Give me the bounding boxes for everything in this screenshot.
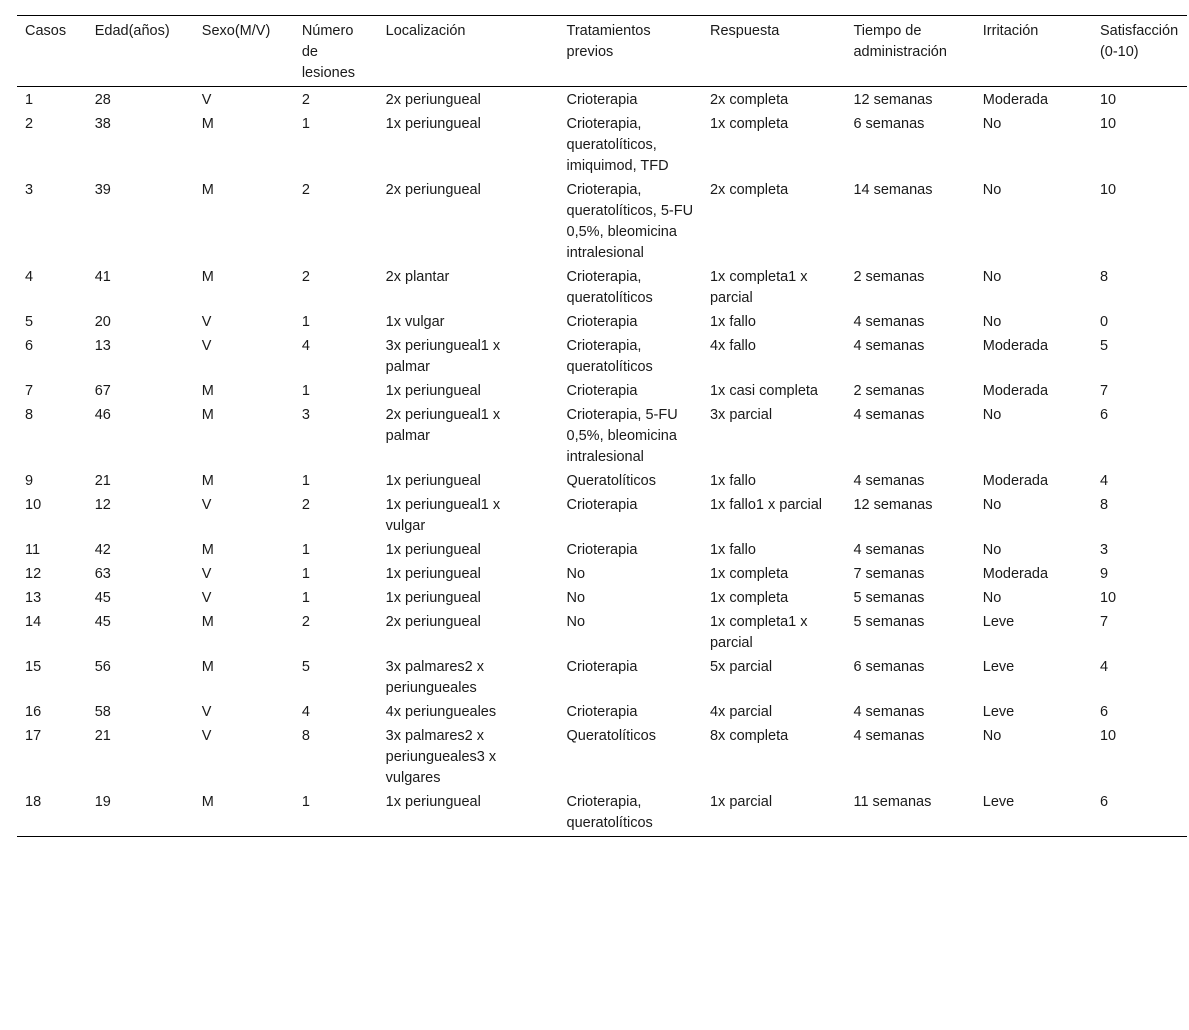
cell-numero-lesiones: 1 xyxy=(301,383,310,399)
cell-sexo: V xyxy=(201,314,212,330)
cell-sexo: M xyxy=(201,407,214,423)
cell-numero-lesiones: 1 xyxy=(301,473,310,489)
results-table xyxy=(17,15,1187,837)
cell-tratamientos-previos: No xyxy=(566,614,586,630)
cell-respuesta: 4x parcial xyxy=(709,704,773,720)
cell-sexo: M xyxy=(201,116,214,132)
table-row xyxy=(17,404,1187,470)
cell-respuesta: 4x fallo xyxy=(709,338,756,354)
cell-numero-lesiones: 2 xyxy=(301,269,310,285)
cell-casos: 14 xyxy=(25,614,42,630)
cell-edad: 12 xyxy=(94,497,111,513)
cell-tiempo-administracion: 4 semanas xyxy=(853,704,925,720)
cell-satisfaccion: 4 xyxy=(1099,659,1109,675)
cell-localizacion: 1x periungueal xyxy=(385,794,481,810)
cell-satisfaccion: 8 xyxy=(1099,497,1109,513)
table-row xyxy=(17,656,1187,701)
cell-tiempo-administracion: 2 semanas xyxy=(853,383,925,399)
table-body xyxy=(17,87,1187,837)
cell-respuesta: 1x fallo xyxy=(709,542,756,558)
cell-tratamientos-previos: Crioterapia xyxy=(566,314,638,330)
cell-irritacion: Leve xyxy=(982,704,1015,720)
cell-sexo: M xyxy=(201,659,214,675)
cell-tiempo-administracion: 5 semanas xyxy=(853,590,925,606)
cell-localizacion: 4x periungueales xyxy=(385,704,497,720)
cell-sexo: M xyxy=(201,542,214,558)
cell-respuesta: 1x completa xyxy=(709,116,789,132)
cell-casos: 4 xyxy=(25,269,34,285)
header-row xyxy=(17,16,1187,87)
table-row xyxy=(17,701,1187,725)
cell-sexo: M xyxy=(201,383,214,399)
cell-localizacion: 1x vulgar xyxy=(385,314,445,330)
cell-casos: 17 xyxy=(25,728,42,744)
cell-edad: 21 xyxy=(94,728,111,744)
cell-tratamientos-previos: Crioterapia xyxy=(566,92,638,108)
cell-localizacion: 2x periungueal1 x palmar xyxy=(385,407,501,444)
table-row xyxy=(17,539,1187,563)
header-tratamientos-previos: Tratamientos previos xyxy=(566,23,651,60)
cell-numero-lesiones: 3 xyxy=(301,407,310,423)
cell-respuesta: 1x completa xyxy=(709,566,789,582)
cell-irritacion: Moderada xyxy=(982,338,1049,354)
cell-numero-lesiones: 1 xyxy=(301,566,310,582)
cell-numero-lesiones: 5 xyxy=(301,659,310,675)
cell-tiempo-administracion: 4 semanas xyxy=(853,473,925,489)
cell-respuesta: 1x completa xyxy=(709,590,789,606)
cell-tiempo-administracion: 4 semanas xyxy=(853,314,925,330)
cell-tratamientos-previos: No xyxy=(566,590,586,606)
cell-tiempo-administracion: 5 semanas xyxy=(853,614,925,630)
cell-tratamientos-previos: No xyxy=(566,566,586,582)
cell-edad: 56 xyxy=(94,659,111,675)
cell-respuesta: 1x casi completa xyxy=(709,383,818,399)
cell-localizacion: 2x periungueal xyxy=(385,614,481,630)
cell-casos: 2 xyxy=(25,116,34,132)
cell-localizacion: 1x periungueal xyxy=(385,383,481,399)
cell-localizacion: 3x periungueal1 x palmar xyxy=(385,338,501,375)
table-row xyxy=(17,725,1187,791)
cell-satisfaccion: 8 xyxy=(1099,269,1109,285)
cell-localizacion: 2x periungueal xyxy=(385,182,481,198)
cell-casos: 18 xyxy=(25,794,42,810)
cell-tratamientos-previos: Crioterapia xyxy=(566,383,638,399)
cell-respuesta: 2x completa xyxy=(709,182,789,198)
cell-numero-lesiones: 1 xyxy=(301,314,310,330)
cell-respuesta: 8x completa xyxy=(709,728,789,744)
cell-sexo: V xyxy=(201,704,212,720)
cell-localizacion: 1x periungueal xyxy=(385,473,481,489)
cell-sexo: M xyxy=(201,614,214,630)
cell-numero-lesiones: 2 xyxy=(301,614,310,630)
cell-localizacion: 1x periungueal1 x vulgar xyxy=(385,497,501,534)
cell-numero-lesiones: 1 xyxy=(301,542,310,558)
cell-satisfaccion: 9 xyxy=(1099,566,1109,582)
cell-satisfaccion: 10 xyxy=(1099,728,1117,744)
cell-casos: 9 xyxy=(25,473,34,489)
cell-tratamientos-previos: Crioterapia xyxy=(566,542,638,558)
cell-respuesta: 1x fallo xyxy=(709,314,756,330)
cell-edad: 13 xyxy=(94,338,111,354)
cell-irritacion: Leve xyxy=(982,659,1015,675)
cell-tiempo-administracion: 12 semanas xyxy=(853,92,933,108)
cell-edad: 19 xyxy=(94,794,111,810)
cell-irritacion: No xyxy=(982,542,1002,558)
cell-localizacion: 2x plantar xyxy=(385,269,450,285)
cell-numero-lesiones: 2 xyxy=(301,497,310,513)
header-edad: Edad(años) xyxy=(94,23,170,39)
cell-edad: 46 xyxy=(94,407,111,423)
header-respuesta: Respuesta xyxy=(709,23,780,39)
cell-sexo: M xyxy=(201,269,214,285)
cell-tratamientos-previos: Crioterapia xyxy=(566,497,638,513)
cell-satisfaccion: 3 xyxy=(1099,542,1109,558)
cell-tratamientos-previos: Crioterapia xyxy=(566,704,638,720)
header-localizacion: Localización xyxy=(385,23,466,39)
cell-casos: 7 xyxy=(25,383,34,399)
cell-tiempo-administracion: 2 semanas xyxy=(853,269,925,285)
cell-tiempo-administracion: 12 semanas xyxy=(853,497,933,513)
cell-satisfaccion: 10 xyxy=(1099,92,1117,108)
cell-casos: 15 xyxy=(25,659,42,675)
cell-respuesta: 1x fallo xyxy=(709,473,756,489)
cell-tratamientos-previos: Queratolíticos xyxy=(566,728,656,744)
table-row xyxy=(17,563,1187,587)
cell-irritacion: No xyxy=(982,728,1002,744)
cell-sexo: M xyxy=(201,794,214,810)
cell-casos: 1 xyxy=(25,92,34,108)
cell-localizacion: 1x periungueal xyxy=(385,590,481,606)
cell-respuesta: 5x parcial xyxy=(709,659,773,675)
table-header xyxy=(17,16,1187,87)
cell-satisfaccion: 7 xyxy=(1099,383,1109,399)
cell-tiempo-administracion: 6 semanas xyxy=(853,116,925,132)
table-row xyxy=(17,380,1187,404)
cell-localizacion: 3x palmares2 x periungueales3 x vulgares xyxy=(385,728,497,786)
cell-satisfaccion: 10 xyxy=(1099,590,1117,606)
header-satisfaccion: Satisfacción (0-10) xyxy=(1099,23,1179,60)
cell-irritacion: Moderada xyxy=(982,473,1049,489)
cell-tiempo-administracion: 4 semanas xyxy=(853,338,925,354)
header-irritacion: Irritación xyxy=(982,23,1039,39)
cell-numero-lesiones: 4 xyxy=(301,338,310,354)
cell-sexo: M xyxy=(201,182,214,198)
cell-satisfaccion: 0 xyxy=(1099,314,1109,330)
cell-casos: 6 xyxy=(25,338,34,354)
cell-numero-lesiones: 1 xyxy=(301,794,310,810)
cell-sexo: V xyxy=(201,728,212,744)
cell-sexo: V xyxy=(201,92,212,108)
cell-tratamientos-previos: Crioterapia, queratolíticos xyxy=(566,269,653,306)
cell-irritacion: No xyxy=(982,182,1002,198)
cell-irritacion: No xyxy=(982,269,1002,285)
cell-respuesta: 1x parcial xyxy=(709,794,773,810)
cell-edad: 21 xyxy=(94,473,111,489)
cell-satisfaccion: 10 xyxy=(1099,116,1117,132)
cell-localizacion: 2x periungueal xyxy=(385,92,481,108)
header-numero-lesiones: Número de lesiones xyxy=(301,23,356,81)
cell-localizacion: 1x periungueal xyxy=(385,116,481,132)
table-row xyxy=(17,494,1187,539)
table-row xyxy=(17,113,1187,179)
cell-respuesta: 3x parcial xyxy=(709,407,773,423)
cell-casos: 5 xyxy=(25,314,34,330)
cell-respuesta: 2x completa xyxy=(709,92,789,108)
cell-edad: 20 xyxy=(94,314,111,330)
cell-edad: 63 xyxy=(94,566,111,582)
cell-sexo: M xyxy=(201,473,214,489)
table-row xyxy=(17,266,1187,311)
cell-irritacion: Moderada xyxy=(982,566,1049,582)
cell-localizacion: 3x palmares2 x periungueales xyxy=(385,659,484,696)
cell-satisfaccion: 4 xyxy=(1099,473,1109,489)
cell-casos: 12 xyxy=(25,566,42,582)
cell-numero-lesiones: 4 xyxy=(301,704,310,720)
cell-irritacion: Moderada xyxy=(982,383,1049,399)
cell-casos: 11 xyxy=(25,542,41,558)
cell-irritacion: Leve xyxy=(982,794,1015,810)
cell-edad: 45 xyxy=(94,614,111,630)
table-row xyxy=(17,311,1187,335)
cell-numero-lesiones: 1 xyxy=(301,116,310,132)
cell-respuesta: 1x completa1 x parcial xyxy=(709,269,808,306)
cell-tiempo-administracion: 4 semanas xyxy=(853,728,925,744)
cell-tiempo-administracion: 11 semanas xyxy=(853,794,932,810)
table-row xyxy=(17,179,1187,266)
table-row xyxy=(17,791,1187,837)
cell-irritacion: No xyxy=(982,116,1002,132)
cell-irritacion: Moderada xyxy=(982,92,1049,108)
cell-tratamientos-previos: Crioterapia, queratolíticos xyxy=(566,338,653,375)
cell-irritacion: No xyxy=(982,590,1002,606)
cell-edad: 45 xyxy=(94,590,111,606)
table-row xyxy=(17,611,1187,656)
cell-edad: 42 xyxy=(94,542,111,558)
cell-casos: 8 xyxy=(25,407,34,423)
cell-irritacion: No xyxy=(982,407,1002,423)
cell-sexo: V xyxy=(201,497,212,513)
cell-sexo: V xyxy=(201,590,212,606)
cell-edad: 28 xyxy=(94,92,111,108)
cell-tratamientos-previos: Queratolíticos xyxy=(566,473,656,489)
cell-localizacion: 1x periungueal xyxy=(385,542,481,558)
cell-tratamientos-previos: Crioterapia, queratolíticos, 5-FU 0,5%, bleomicina intralesional xyxy=(566,182,694,261)
cell-sexo: V xyxy=(201,566,212,582)
cell-numero-lesiones: 1 xyxy=(301,590,310,606)
header-casos: Casos xyxy=(25,23,67,39)
cell-edad: 41 xyxy=(94,269,111,285)
cell-casos: 3 xyxy=(25,182,34,198)
cell-irritacion: No xyxy=(982,497,1002,513)
cell-casos: 13 xyxy=(25,590,42,606)
cell-satisfaccion: 5 xyxy=(1099,338,1109,354)
cell-numero-lesiones: 2 xyxy=(301,182,310,198)
table-row xyxy=(17,335,1187,380)
cell-satisfaccion: 6 xyxy=(1099,704,1109,720)
cell-respuesta: 1x fallo1 x parcial xyxy=(709,497,823,513)
cell-irritacion: No xyxy=(982,314,1002,330)
cell-numero-lesiones: 8 xyxy=(301,728,310,744)
cell-edad: 39 xyxy=(94,182,111,198)
header-sexo: Sexo(M/V) xyxy=(201,23,271,39)
table-row xyxy=(17,587,1187,611)
cell-casos: 10 xyxy=(25,497,42,513)
cell-casos: 16 xyxy=(25,704,42,720)
table-row xyxy=(17,87,1187,114)
header-tiempo-administracion: Tiempo de administración xyxy=(853,23,947,60)
cell-numero-lesiones: 2 xyxy=(301,92,310,108)
cell-edad: 38 xyxy=(94,116,111,132)
cell-satisfaccion: 6 xyxy=(1099,407,1109,423)
cell-respuesta: 1x completa1 x parcial xyxy=(709,614,808,651)
cell-satisfaccion: 10 xyxy=(1099,182,1117,198)
cell-tiempo-administracion: 4 semanas xyxy=(853,407,925,423)
table-row xyxy=(17,470,1187,494)
cell-tratamientos-previos: Crioterapia, queratolíticos, imiquimod, TFD xyxy=(566,116,669,174)
cell-irritacion: Leve xyxy=(982,614,1015,630)
cell-tiempo-administracion: 14 semanas xyxy=(853,182,933,198)
cell-satisfaccion: 6 xyxy=(1099,794,1109,810)
cell-localizacion: 1x periungueal xyxy=(385,566,481,582)
cell-satisfaccion: 7 xyxy=(1099,614,1109,630)
cell-edad: 67 xyxy=(94,383,111,399)
cell-tiempo-administracion: 6 semanas xyxy=(853,659,925,675)
cell-edad: 58 xyxy=(94,704,111,720)
cell-tratamientos-previos: Crioterapia, queratolíticos xyxy=(566,794,653,831)
cell-tratamientos-previos: Crioterapia, 5-FU 0,5%, bleomicina intralesional xyxy=(566,407,678,465)
cell-tiempo-administracion: 4 semanas xyxy=(853,542,925,558)
cell-tratamientos-previos: Crioterapia xyxy=(566,659,638,675)
cell-sexo: V xyxy=(201,338,212,354)
cell-tiempo-administracion: 7 semanas xyxy=(853,566,925,582)
